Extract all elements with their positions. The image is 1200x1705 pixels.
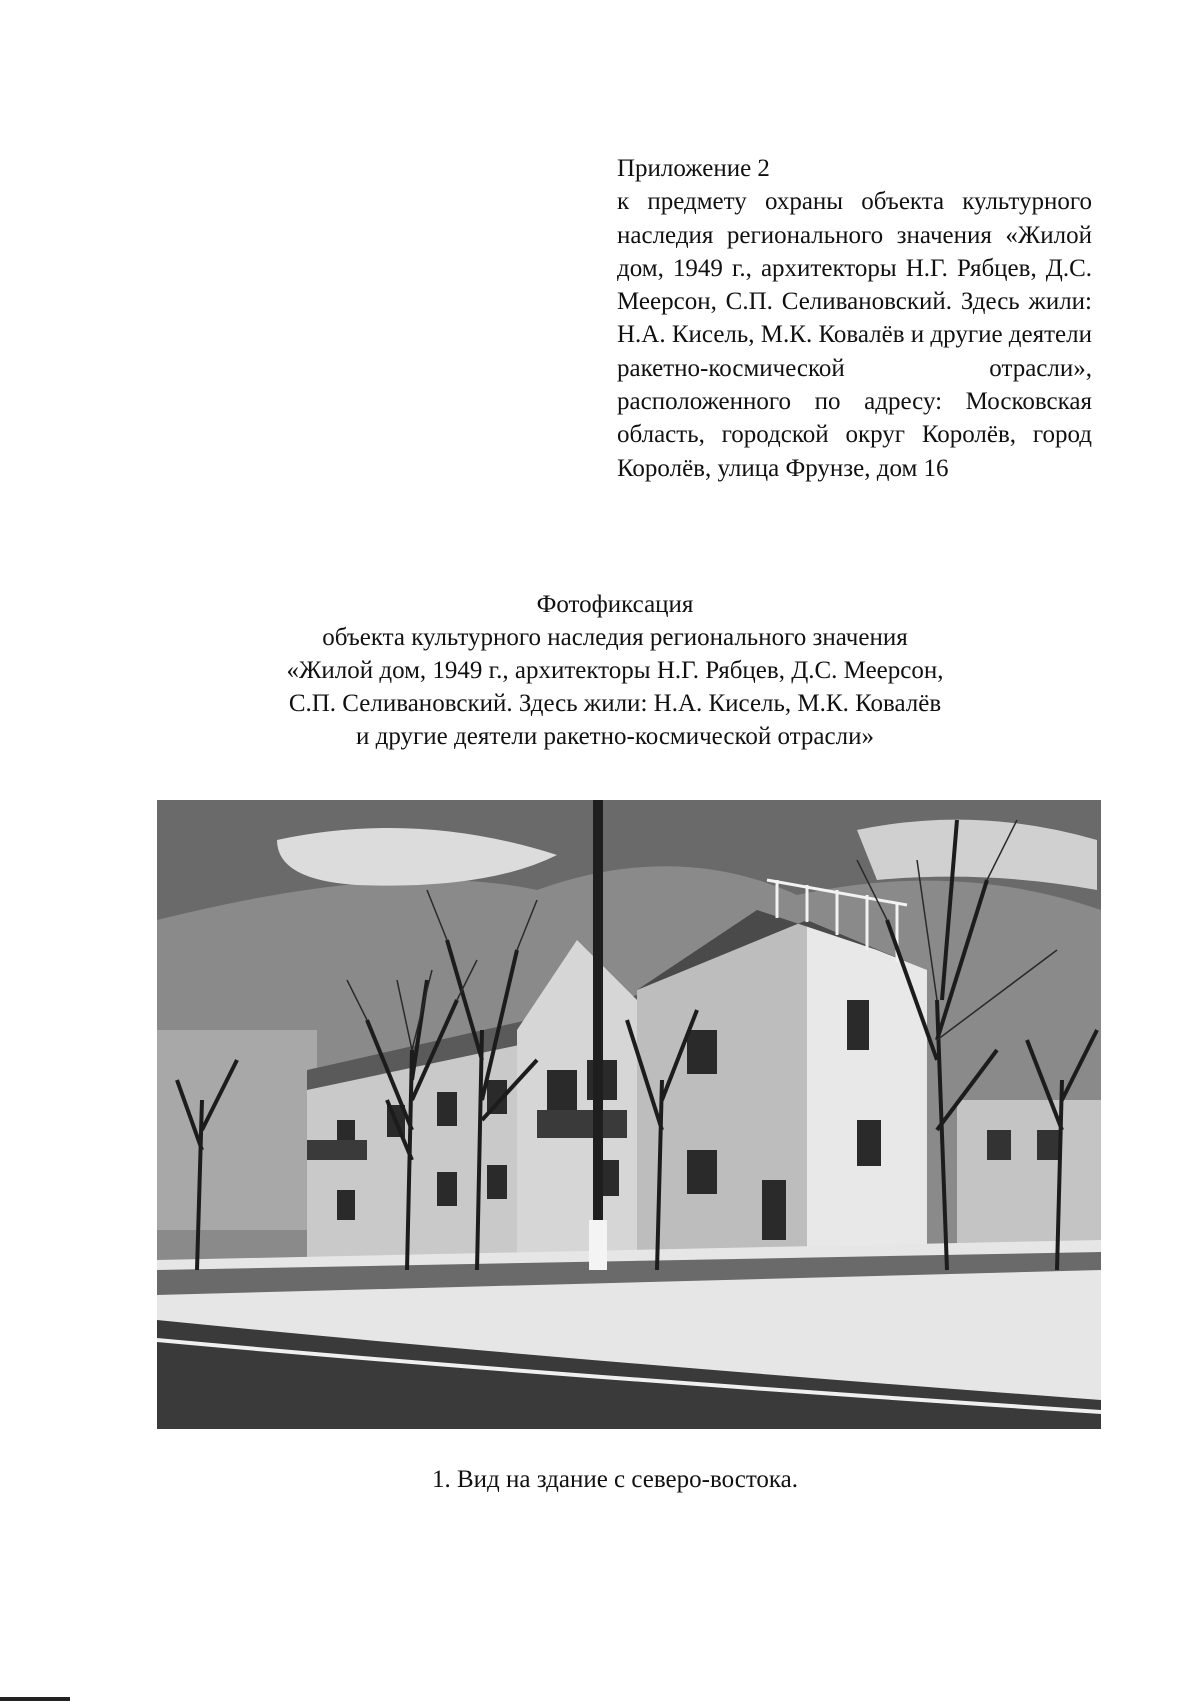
document-heading: [150, 588, 1080, 753]
appendix-body: к предмету охраны объекта культурного наследия регионального значения «Жилой дом, 1949 г., архитекторы Н.Г. Рябцев, Д.С. Меерсон, С.П. Селивановский. Здесь жили: Н.А. Кисель, М.К. Ковалёв и другие деятели ракетно-космической отрасли», расположенного по адресу: Московская область, городской округ Королёв, город Королёв, улица Фрунзе, дом 16: [617, 188, 1092, 482]
building-photo-icon: [157, 800, 1101, 1429]
heading-line: «Жилой дом, 1949 г., архитекторы Н.Г. Рябцев, Д.С. Меерсон,: [286, 657, 944, 684]
heading-line: и другие деятели ракетно-космической отрасли»: [356, 723, 874, 750]
photo-caption: 1. Вид на здание с северо-востока.: [431, 1466, 799, 1493]
heading-line: Фотофиксация: [536, 591, 694, 618]
heading-line: объекта культурного наследия регионального значения: [322, 624, 908, 651]
heading-line: С.П. Селивановский. Здесь жили: Н.А. Кисель, М.К. Ковалёв: [288, 690, 942, 717]
building-photo: [157, 800, 1101, 1429]
appendix-title: Приложение 2: [617, 155, 770, 182]
scan-edge-mark: [0, 1697, 70, 1701]
appendix-block: [617, 152, 1092, 485]
